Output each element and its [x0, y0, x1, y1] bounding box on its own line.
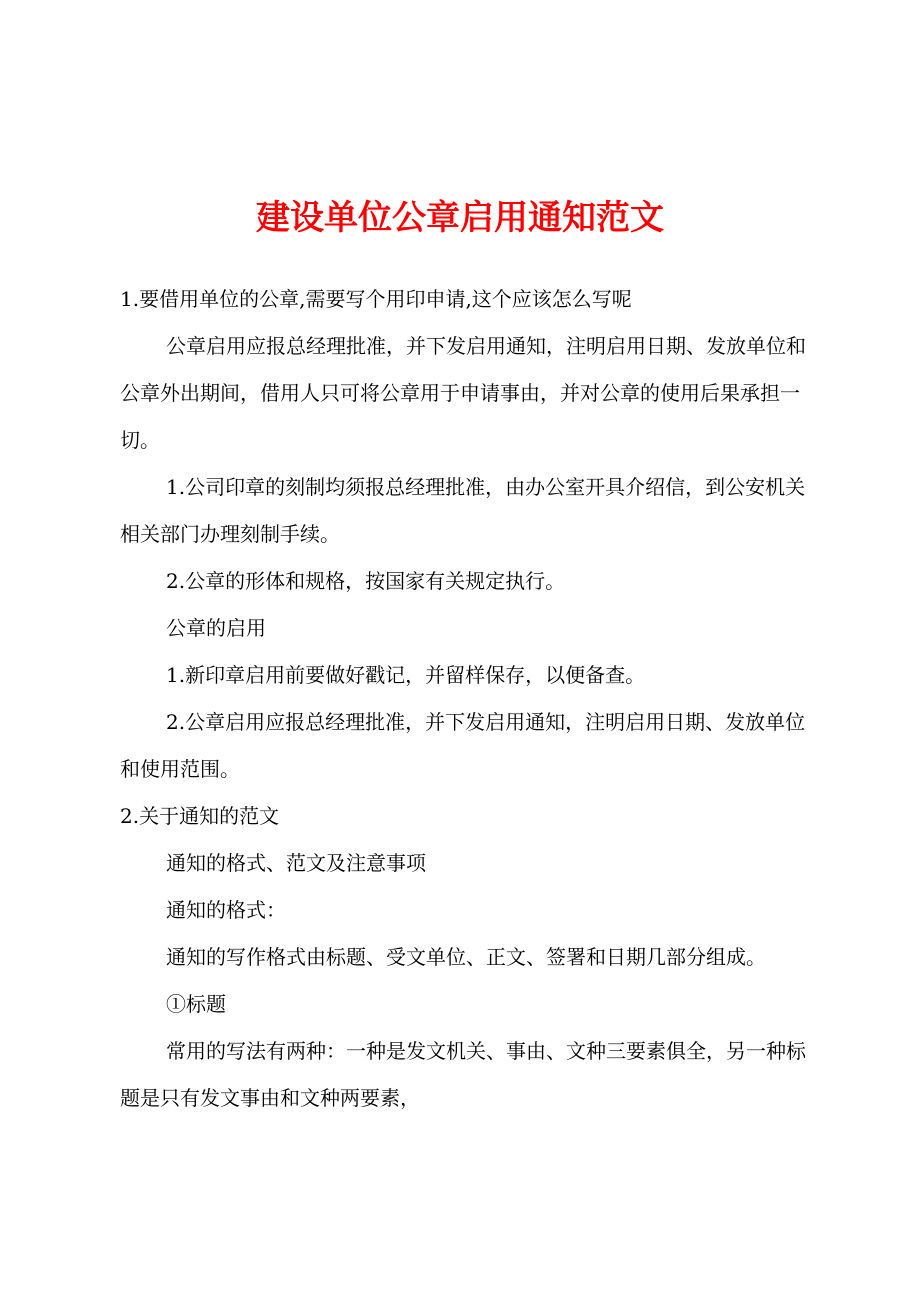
document-title: 建设单位公章启用通知范文 — [256, 198, 664, 238]
paragraph: 通知的格式、范文及注意事项 — [166, 851, 426, 875]
section-heading: 2.关于通知的范文 — [120, 804, 280, 828]
paragraph: 常用的写法有两种：一种是发文机关、事由、文种三要素俱全，另一种标题是只有发文事由和文种两要素， — [120, 1039, 806, 1110]
paragraph: 1.要借用单位的公章,需要写个用印申请,这个应该怎么写呢 — [120, 287, 632, 311]
paragraph: 1.公司印章的刻制均须报总经理批准，由办公室开具介绍信，到公安机关相关部门办理刻制手续。 — [120, 475, 806, 546]
paragraph: 1.新印章启用前要做好戳记，并留样保存，以便备查。 — [166, 663, 646, 687]
paragraph: 通知的格式： — [166, 898, 286, 922]
paragraph: 通知的写作格式由标题、受文单位、正文、签署和日期几部分组成。 — [166, 945, 766, 969]
section-heading: ①标题 — [166, 992, 226, 1016]
document-body — [120, 276, 810, 1122]
paragraph: 公章启用应报总经理批准，并下发启用通知，注明启用日期、发放单位和公章外出期间，借用人只可将公章用于申请事由，并对公章的使用后果承担一切。 — [120, 334, 806, 452]
paragraph: 2.公章的形体和规格，按国家有关规定执行。 — [166, 569, 566, 593]
section-heading: 公章的启用 — [166, 616, 266, 640]
paragraph: 2.公章启用应报总经理批准，并下发启用通知，注明启用日期、发放单位和使用范围。 — [120, 710, 806, 781]
